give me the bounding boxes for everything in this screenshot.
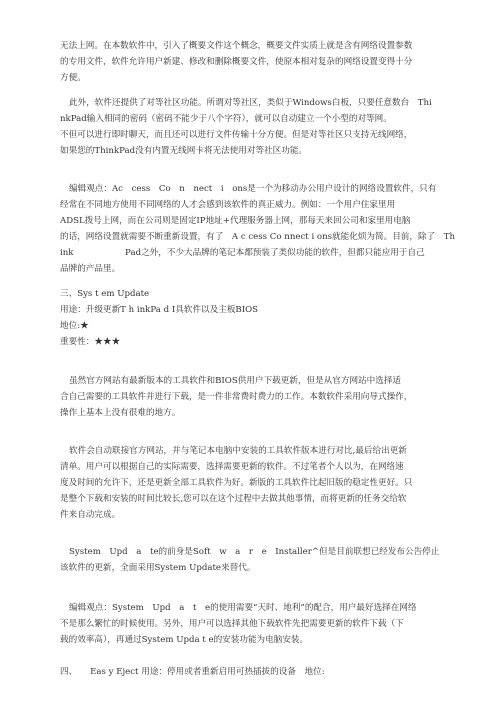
paragraph-line: 编辑观点：Ac cess Co n nect i ons是一个为移动办公用户设计的网络设置软件，只有 [69, 184, 437, 194]
paragraph-line: 不但可以进行即时聊天，而且还可以进行文件传输十分方便。但是对等社区只支持无线网络， [60, 130, 413, 140]
paragraph-line: 此外，软件还提供了对等社区功能。所谓对等社区，类似于Windows白板，只要任意数台 Thi [69, 98, 432, 108]
importance-line: 重要性：★★★ [60, 337, 121, 347]
paragraph-line: 编辑观点：System Upd a t e的使用需要“天时、地利”的配合，用户最好选择在网络 [69, 603, 417, 613]
section-heading: 三、Sys t em Update [60, 289, 150, 299]
paragraph-line: 虽然官方网站有最新版本的工具软件和BIOS供用户下载更新，但是从官方网站中选择适 [69, 376, 402, 386]
paragraph-line: 方便。 [60, 73, 86, 83]
paragraph-line: System Upd a te的前身是Soft w a r e Installer^但是目前联想已经发布公告停止 [69, 547, 440, 557]
section-heading: 四、 Eas y Eject 用途：停用或者重新启用可热插拔的设备 地位: [60, 667, 325, 677]
status-line: 地位:★ [60, 321, 89, 331]
paragraph-line: 载的效率高），再通过System Upda t e的安装功能为电脑安装。 [60, 635, 309, 645]
paragraph-line: 操作上基本上没有很难的地方。 [60, 408, 181, 418]
paragraph-line: 清单。用户可以根据自己的实际需要，选择需要更新的软件。不过笔者个人以为，在网络速 [60, 462, 404, 472]
paragraph-line: 不是那么繁忙的时候使用。另外，用户可以选择其他下载软件先把需要更新的软件下载（下 [60, 619, 404, 629]
paragraph-line: 度及时间的允许下，还是更新全部工具软件为好。新版的工具软件比起旧版的稳定性更好。只 [60, 478, 413, 488]
paragraph-line: 该软件的更新，全面采用System Update来替代。 [60, 563, 256, 573]
paragraph-line: 软件会自动联接官方网站，并与笔记本电脑中安装的工具软件版本进行对比,最后给出更新 [69, 446, 407, 456]
paragraph-line: nkPad输入相同的密码（密码不能少于八个字符），就可以自动建立一个小型的对等网。 [60, 114, 392, 124]
paragraph-line: 无法上网。在本数软件中，引入了概要文件这个概念，概要文件实质上就是含有网络设置参数 [60, 41, 413, 51]
paragraph-line: 经常在不同地方使用不同网络的人才会感到该软件的真正威力。例如：一个用户住家里用 [60, 200, 396, 210]
paragraph-line: 合自己需要的工具软件并进行下载，是一件非常费时费力的工作。本数软件采用向导式操作， [60, 392, 413, 402]
paragraph-line: 的专用文件，软件允许用户新建、修改和删除概要文件，使原本相对复杂的网络设置变得十分 [60, 57, 413, 67]
paragraph-line: ADSL拨号上网，而在公司则是固定IP地址+代理服务器上网，那每天来回公司和家里用电脑 [60, 216, 411, 226]
paragraph-line: 品牌的产品里。 [60, 264, 121, 274]
paragraph-line: 是整个下载和安装的时间比较长,您可以在这个过程中去做其他事情，而将更新的任务交给软 [60, 494, 407, 504]
usage-line: 用途：升级更新T h inkPa d I具软件以及主板BIOS [60, 305, 259, 315]
paragraph-line: 的话，网络设置就需要不断重新设置，有了 A c cess Co nnect i ons就能化烦为简。目前，除了 Th [60, 232, 456, 242]
paragraph-line: 件来自动完成。 [60, 510, 121, 520]
paragraph-line: ink Pad之外，不少大品牌的笔记本都预装了类似功能的软件，但都只能应用于自己 [60, 248, 425, 258]
paragraph-line: 如果您的ThinkPad没有内置无线网卡将无法使用对等社区功能。 [60, 146, 308, 156]
